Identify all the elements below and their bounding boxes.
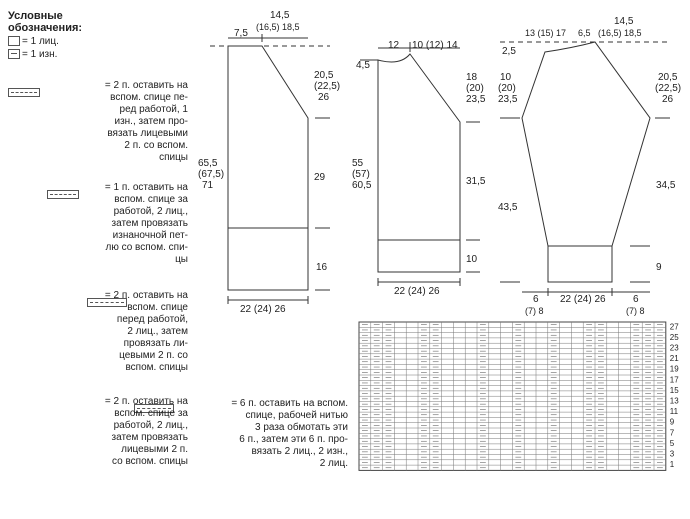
sleeve-cuff: 9 (656, 262, 662, 273)
legend-item-1-line: = 2 п. оставить на (104, 80, 188, 91)
legend-item-1-line: вязать лицевыми (107, 128, 188, 139)
legend-item-5-line: = 6 п. оставить на вспом. (231, 398, 348, 409)
chart-row-label: 9 (669, 417, 675, 427)
sleeve-cap-left-1: 10 (500, 72, 512, 83)
legend-item-1-line: спицы (159, 152, 188, 163)
chart-row-label: 17 (669, 375, 679, 385)
front-bottom: 22 (24) 26 (394, 286, 440, 297)
sleeve-cap-right-2: (22,5) (655, 83, 682, 94)
front-neck-depth: 4,5 (356, 60, 370, 71)
back-total-3: 71 (202, 180, 214, 191)
chart-row-label: 5 (669, 438, 675, 448)
sleeve-top-left: 13 (15) 17 (525, 28, 567, 38)
legend-item-5-line: 2 лиц. (319, 458, 348, 469)
back-armhole-3: 26 (318, 92, 330, 103)
legend-item-1-line: ред работой, 1 (119, 104, 188, 115)
legend-item-2-line: затем провязать (111, 218, 188, 229)
front-rib: 10 (466, 254, 478, 265)
back-rib: 16 (316, 262, 328, 273)
back-bottom: 22 (24) 26 (240, 304, 286, 315)
front-body: 31,5 (466, 176, 486, 187)
legend-item-2-line: вспом. спице за (114, 194, 188, 205)
legend-title-line1: Условные (8, 10, 63, 22)
chart-row-labels (670, 322, 679, 469)
sleeve-bottom: 22 (24) 26 (560, 294, 606, 305)
back-total-2: (67,5) (198, 169, 225, 180)
legend-item-2-line: лю со вспом. спи- (105, 242, 188, 253)
back-armhole-2: (22,5) (314, 81, 341, 92)
sleeve-cap-right-1: 20,5 (658, 72, 678, 83)
legend-purl-text: = 1 изн. (22, 49, 58, 60)
legend-item-3-line: вспом. спице (127, 302, 188, 313)
chart-row-label: 23 (669, 343, 679, 353)
back-piece (210, 34, 330, 304)
legend-item-2-line: цы (175, 254, 188, 265)
sleeve-bottom-left-sizes: (7) 8 (525, 306, 544, 316)
legend-item-2-line: работой, 2 лиц., (113, 206, 188, 217)
chart-row-label: 27 (669, 322, 679, 332)
back-body: 29 (314, 172, 326, 183)
sleeve-top-mid: 6,5 (578, 28, 591, 38)
back-total-1: 65,5 (198, 158, 218, 169)
legend-item-4-line: вспом. спице за (114, 408, 188, 419)
sleeve-top-right-sizes: (16,5) 18,5 (598, 28, 642, 38)
sleeve-upper: 34,5 (656, 180, 676, 191)
sleeve-bottom-right-sizes: (7) 8 (626, 306, 645, 316)
front-armhole-3: 23,5 (466, 94, 486, 105)
legend-item-3-line: = 2 п. оставить на (104, 290, 188, 301)
chart-row-label: 15 (669, 385, 679, 395)
sleeve-cap-right-3: 26 (662, 94, 674, 105)
back-top-width-sizes: (16,5) 18,5 (256, 22, 300, 32)
legend-title-line2: обозначения: (8, 22, 83, 34)
sleeve-shoulder: 2,5 (502, 46, 516, 57)
chart-row-label: 13 (669, 396, 679, 406)
chart-row-label: 19 (669, 364, 679, 374)
legend-item-4-line: лицевыми 2 п. (121, 444, 188, 455)
legend-item-5-line: вязать 2 лиц., 2 изн., (251, 446, 348, 457)
front-neck: 12 (388, 40, 400, 51)
legend-item-3-line: перед работой, (116, 314, 188, 325)
front-total-1: 55 (352, 158, 364, 169)
legend-item-3-line: вспом. спицы (125, 362, 188, 373)
chart-row-label: 21 (669, 354, 679, 364)
legend-item-3-line: цевыми 2 п. со (119, 350, 188, 361)
legend-knit-text: = 1 лиц. (22, 36, 59, 47)
back-top-width: 14,5 (270, 10, 290, 21)
legend-item-3-line: провязать ли- (123, 338, 188, 349)
legend-item-4-line: со вспом. спицы (112, 456, 188, 467)
front-top-sizes: 10 (12) 14 (412, 40, 458, 51)
sleeve-length: 43,5 (498, 202, 518, 213)
front-armhole-2: (20) (466, 83, 484, 94)
chart-row-label: 3 (669, 449, 675, 459)
legend-item-5-line: 3 раза обмотать эти (255, 422, 348, 433)
sleeve-cap-left-2: (20) (498, 83, 516, 94)
front-total-3: 60,5 (352, 180, 372, 191)
chart-row-label: 1 (669, 460, 675, 470)
front-armhole-1: 18 (466, 72, 478, 83)
chart-row-label: 11 (669, 407, 679, 417)
front-piece (360, 42, 480, 286)
chart-row-label: 25 (669, 332, 679, 342)
sleeve-top-width: 14,5 (614, 16, 634, 27)
chart-row-label: 7 (669, 428, 675, 438)
sleeve-cap-left-3: 23,5 (498, 94, 518, 105)
legend-item-5-line: 6 п., затем эти 6 п. про- (239, 434, 348, 445)
front-total-2: (57) (352, 169, 370, 180)
legend-item-2-line: изнаночной пет- (112, 230, 188, 241)
legend-item-1-line: 2 п. со вспом. (124, 140, 188, 151)
legend-item-3-line: 2 лиц., затем (127, 326, 188, 337)
legend-item-2-line: = 1 п. оставить на (104, 182, 188, 193)
sleeve-piece (500, 42, 670, 296)
legend-item-4-line: затем провязать (111, 432, 188, 443)
back-neck: 7,5 (234, 28, 248, 39)
legend-item-5-line: спице, рабочей нитью (245, 410, 348, 421)
legend-item-1-line: изн., затем про- (114, 116, 188, 127)
chart-grid (359, 322, 666, 470)
legend-item-4-line: работой, 2 лиц., (113, 420, 188, 431)
sleeve-bottom-right: 6 (633, 294, 639, 305)
legend-item-4-line: = 2 п. оставить на (104, 396, 188, 407)
legend-item-1-line: вспом. спице пе- (110, 92, 188, 103)
stitch-chart (355, 318, 690, 478)
back-armhole-1: 20,5 (314, 70, 334, 81)
sleeve-bottom-left: 6 (533, 294, 539, 305)
